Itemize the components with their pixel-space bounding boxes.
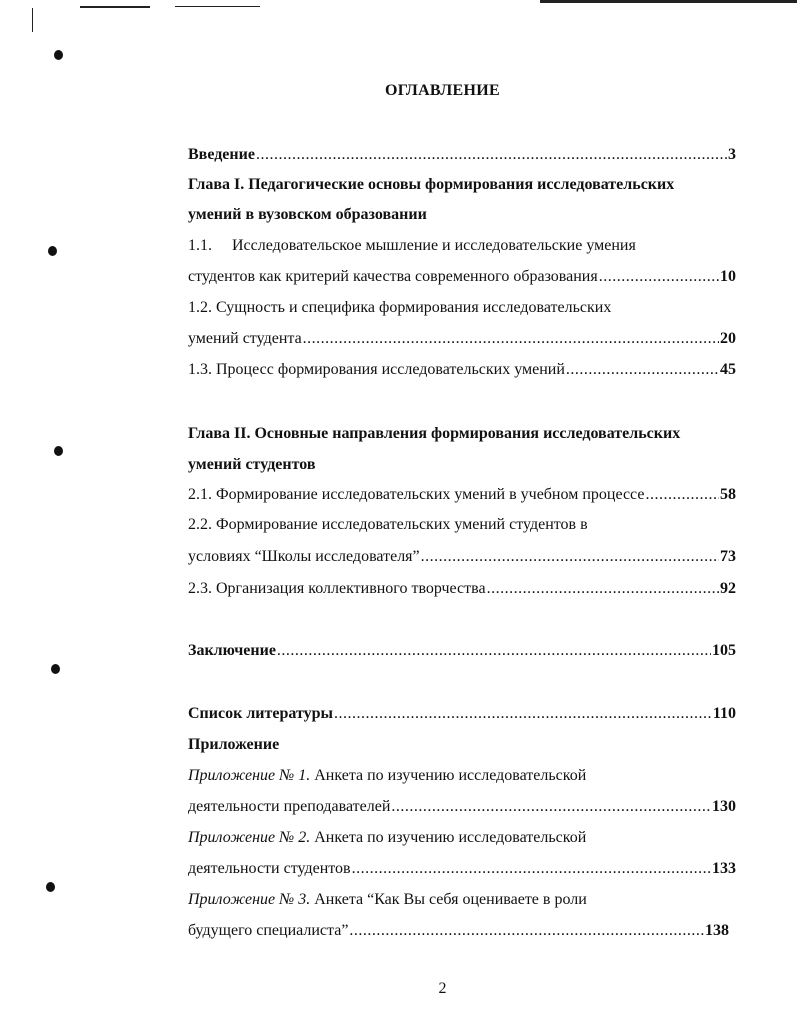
toc-entry-conclusion: Заключение ..... 105	[188, 640, 736, 662]
page-ref: 110	[712, 705, 736, 722]
binder-hole-1	[54, 50, 63, 60]
toc-entry-1-1-line-2: студентов как критерий качества современного образования ..... 10	[188, 266, 736, 288]
leader-dots	[391, 796, 711, 818]
toc-entry-appendix-1-line-2: деятельности преподавателей ..... 130	[188, 796, 736, 818]
binder-hole-3	[54, 446, 63, 456]
leader-dots	[487, 578, 719, 600]
page-ref: 10	[720, 268, 736, 285]
appendix-label: Приложение № 3.	[188, 891, 311, 908]
leader-dots	[566, 359, 719, 381]
toc-entry-appendix-2-line-1: Приложение № 2. Анкета по изучению исследовательской	[188, 829, 587, 846]
toc-entry-1-2-line-2: умений студента ..... 20	[188, 328, 736, 350]
leader-dots	[303, 328, 719, 350]
toc-entry-appendix-3-line-1: Приложение № 3. Анкета “Как Вы себя оцениваете в роли	[188, 891, 587, 908]
leader-dots	[421, 546, 719, 568]
toc-entry-appendix-2-line-2: деятельности студентов ..... 133	[188, 858, 736, 880]
page-title: ОГЛАВЛЕНИЕ	[385, 82, 500, 99]
leader-dots	[349, 920, 704, 942]
scan-edge-top-mid	[175, 6, 260, 7]
page-ref: 138	[705, 922, 729, 939]
chapter-1-heading-line-1: Глава I. Педагогические основы формирования исследовательских	[188, 176, 675, 193]
appendix-label: Приложение № 2.	[188, 829, 311, 846]
page-number: 2	[438, 980, 447, 997]
leader-dots	[277, 640, 711, 662]
toc-entry-appendix-1-line-1: Приложение № 1. Анкета по изучению исследовательской	[188, 767, 587, 784]
binder-hole-5	[46, 882, 55, 892]
page-ref: 20	[720, 330, 736, 347]
toc-entry-intro: Введение ..... 3	[188, 144, 736, 166]
appendix-label: Приложение № 1.	[188, 767, 311, 784]
toc-entry-2-2-line-2: условиях “Школы исследователя” ..... 73	[188, 546, 736, 568]
page-ref: 58	[720, 486, 736, 503]
scan-edge-left	[32, 8, 33, 32]
toc-entry-1-1-line-1: 1.1. Исследовательское мышление и исследовательские умения	[188, 235, 736, 257]
page-ref: 3	[728, 146, 736, 163]
page-ref: 73	[720, 548, 736, 565]
toc-entry-1-2-line-1: 1.2. Сущность и специфика формирования исследовательских	[188, 299, 612, 316]
section-number: 1.1.	[188, 237, 212, 254]
page-ref: 133	[712, 860, 736, 877]
scan-edge-top-left	[80, 6, 150, 8]
leader-dots	[334, 703, 712, 725]
appendix-heading: Приложение	[188, 736, 280, 753]
toc-entry-appendix-3-line-2: будущего специалиста” ..... 138	[188, 920, 729, 942]
scan-edge-top-right	[540, 0, 797, 3]
chapter-2-heading-line-2: умений студентов	[188, 456, 316, 473]
page-ref: 45	[720, 361, 736, 378]
page-ref: 92	[720, 580, 736, 597]
toc-entry-references: Список литературы ..... 110	[188, 703, 736, 725]
chapter-2-heading-line-1: Глава II. Основные направления формирования исследовательских	[188, 425, 681, 442]
leader-dots	[352, 858, 711, 880]
chapter-1-heading-line-2: умений в вузовском образовании	[188, 206, 427, 223]
toc-entry-1-3: 1.3. Процесс формирования исследовательских умений ..... 45	[188, 359, 736, 381]
leader-dots	[256, 144, 727, 166]
leader-dots	[645, 484, 719, 506]
binder-hole-2	[48, 246, 57, 256]
toc-entry-2-2-line-1: 2.2. Формирование исследовательских умений студентов в	[188, 516, 588, 533]
page-ref: 105	[712, 642, 736, 659]
page-ref: 130	[712, 798, 736, 815]
leader-dots	[599, 266, 719, 288]
toc-entry-2-1: 2.1. Формирование исследовательских умений в учебном процессе ..... 58	[188, 484, 736, 506]
binder-hole-4	[51, 664, 60, 674]
toc-entry-2-3: 2.3. Организация коллективного творчества ..... 92	[188, 578, 736, 600]
